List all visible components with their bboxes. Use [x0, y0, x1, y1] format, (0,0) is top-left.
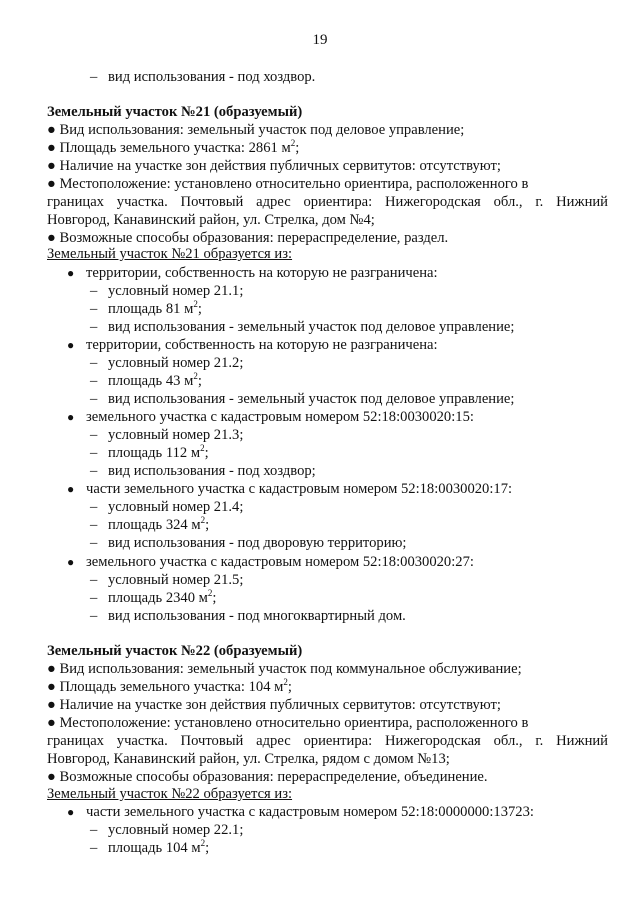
dash-marker: –: [90, 69, 98, 85]
plot21-location-cont: границах участка. Почтовый адрес ориентира: Нижегородская обл., г. Нижний: [47, 194, 608, 210]
plot21-use: ● Вид использования: земельный участок под деловое управление;: [47, 122, 465, 138]
item-text: вид использования - под хоздвор.: [108, 69, 316, 85]
plot21-servitudes: ● Наличие на участке зон действия публичных сервитутов: отсутствуют;: [47, 158, 501, 174]
plot21-heading: Земельный участок №21 (образуемый): [47, 104, 303, 120]
plot22-heading: Земельный участок №22 (образуемый): [47, 643, 303, 659]
plot22-servitudes: ● Наличие на участке зон действия публичных сервитутов: отсутствуют;: [47, 697, 501, 713]
plot22-location: ● Местоположение: установлено относительно ориентира, расположенного в: [47, 715, 529, 731]
plot22-location-cont: границах участка. Почтовый адрес ориентира: Нижегородская обл., г. Нижний: [47, 733, 608, 749]
plot22-use: ● Вид использования: земельный участок под коммунальное обслуживание;: [47, 661, 522, 677]
plot21-formed-from: Земельный участок №21 образуется из:: [47, 246, 293, 262]
plot21-location: ● Местоположение: установлено относительно ориентира, расположенного в: [47, 176, 529, 192]
plot22-location-cont: Новгород, Канавинский район, ул. Стрелка, рядом с домом №13;: [47, 751, 450, 767]
plot21-location-cont: Новгород, Канавинский район, ул. Стрелка, дом №4;: [47, 212, 375, 228]
plot21-area: ● Площадь земельного участка: 2861 $м^2$;: [47, 138, 300, 156]
plot22-formed-from: Земельный участок №22 образуется из:: [47, 786, 293, 802]
page-number: 19: [312, 32, 328, 48]
plot21-methods: ● Возможные способы образования: перераспределение, раздел.: [47, 230, 449, 246]
document-page: 19 – вид использования - под хоздвор. Земельный участок №21 (образуемый) ● Вид использования: земельный участок под деловое управление; ● Площадь земельного участка: 2861 $м^2$; ● Наличие на участке зон действия публичных сервитутов: отсутствуют; ● Местоположение: установлено относительно ориентира, расположенного в границах участка. Почтовый адрес ориентира: Нижегородская обл., г. Нижний Новгород, Канавинский район, ул. Стрелка, дом №4; ● Возможные способы образования: перераспределение, раздел. Земельный участок №21 образуется из: ● территории, собственность на которую не разграничена: – условный номер 21.1; – площадь 81 $м^2$; – вид использования - земельный участок под деловое управление; ● территории, собственность на которую не разграничена: – условный номер 21.2; – площадь 43 $м^2$; – вид использования - земельный участок под деловое управление; ● земельного участка с кадастровым номером 52:18:0030020:15: – условный номер 21.3; – площадь 112 $м^2$; – вид использования - под хоздвор; ● части земельного участка с кадастровым номером 52:18:0030020:17: – условный номер 21.4; – площадь 324 $м^2$; – вид использования - под дворовую территорию; ● земельного участка с кадастровым номером 52:18:0030020:27: – условный номер 21.5; – площадь 2340 $м^2$; – вид использования - под многоквартирный дом. Земельный участок №22 (образуемый) ● Вид использования: земельный участок под коммунальное обслуживание; ● Площадь земельного участка: 104 $м^2$; ● Наличие на участке зон действия публичных сервитутов: отсутствуют; ● Местоположение: установлено относительно ориентира, расположенного в границах участка. Почтовый адрес ориентира: Нижегородская обл., г. Нижний Новгород, Канавинский район, ул. Стрелка, рядом с домом №13; ● Возможные способы образования: перераспределение, объединение. Земельный участок №22 образуется из: ● части земельного участка с кадастровым номером 52:18:0000000:13723: – условный номер 22.1; – площадь 104 $м^2$;: [0, 0, 640, 905]
plot22-methods: ● Возможные способы образования: перераспределение, объединение.: [47, 769, 488, 785]
plot22-area: ● Площадь земельного участка: 104 $м^2$;: [47, 677, 292, 695]
